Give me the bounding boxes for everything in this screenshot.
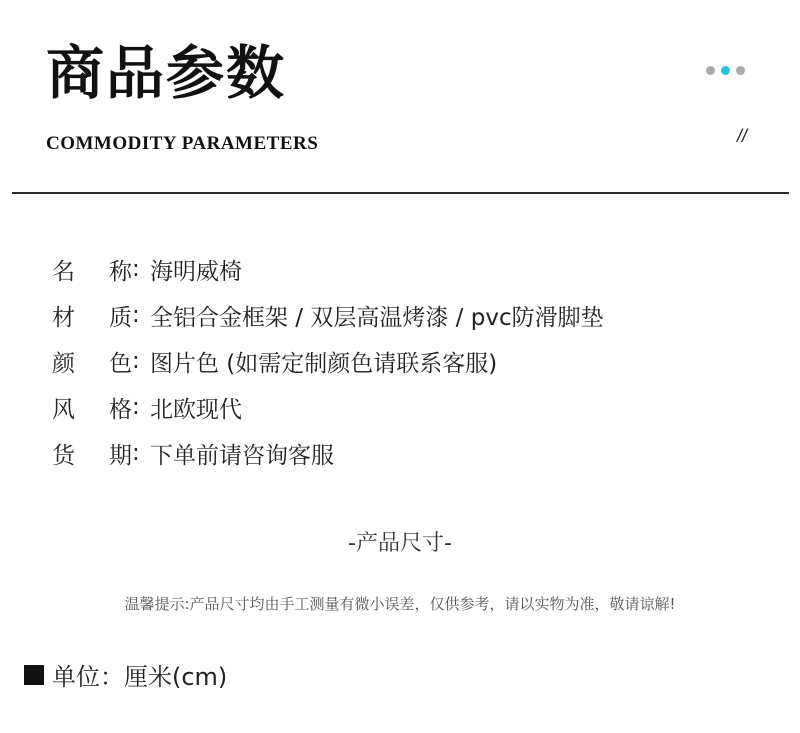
param-row-color — [52, 338, 604, 384]
param-label-char: 期 — [109, 442, 132, 469]
param-label-char: 称 — [109, 258, 132, 285]
param-label-char: 货 — [52, 442, 75, 469]
square-bullet-icon — [24, 665, 44, 685]
slash-decoration: // — [737, 126, 748, 146]
dot-icon — [706, 66, 715, 75]
param-label-char: 色 — [109, 350, 132, 377]
param-value: 下单前请咨询客服 — [150, 442, 334, 469]
param-label-char: 名 — [52, 258, 75, 285]
divider — [12, 192, 789, 194]
param-row-delivery — [52, 430, 604, 476]
param-label — [52, 437, 132, 470]
dots-decoration — [706, 66, 745, 75]
section-title-size: -产品尺寸- — [348, 531, 452, 556]
param-colon: : — [132, 440, 140, 466]
dot-icon — [721, 66, 730, 75]
param-label-char: 格 — [109, 396, 132, 423]
param-row-name — [52, 246, 604, 292]
param-value: 全铝合金框架 / 双层高温烤漆 / pvc防滑脚垫 — [150, 304, 604, 331]
param-label-char: 材 — [52, 304, 75, 331]
param-label-char: 质 — [109, 304, 132, 331]
param-label-char: 风 — [52, 396, 75, 423]
param-label-char: 颜 — [52, 350, 75, 377]
param-colon: : — [132, 256, 140, 282]
param-colon: : — [132, 302, 140, 328]
dot-icon — [736, 66, 745, 75]
param-label — [52, 391, 132, 424]
param-value: 图片色 (如需定制颜色请联系客服) — [150, 350, 498, 377]
unit-line — [24, 657, 227, 692]
param-label — [52, 253, 132, 286]
param-row-style — [52, 384, 604, 430]
param-colon: : — [132, 348, 140, 374]
param-value: 北欧现代 — [150, 396, 242, 423]
tip-text: 温馨提示:产品尺寸均由手工测量有微小误差，仅供参考，请以实物为准，敬请谅解! — [124, 595, 676, 613]
param-colon: : — [132, 394, 140, 420]
param-list — [52, 246, 604, 476]
param-label — [52, 299, 132, 332]
page-subtitle: COMMODITY PARAMETERS — [46, 133, 319, 154]
page-title: 商品参数 — [46, 39, 287, 107]
param-value: 海明威椅 — [150, 258, 242, 285]
unit-text: 单位：厘米(cm) — [52, 663, 228, 691]
param-label — [52, 345, 132, 378]
param-row-material — [52, 292, 604, 338]
